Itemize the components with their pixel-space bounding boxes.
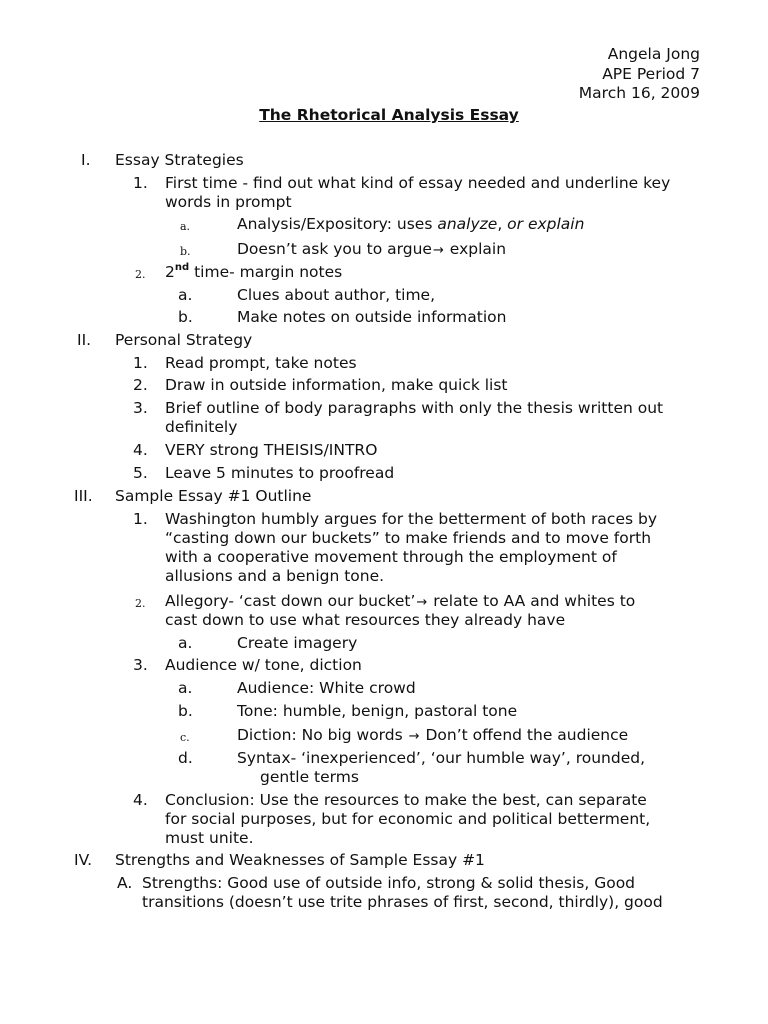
list-item-text: with a cooperative movement through the employment of [165,548,617,566]
list-item-number: 2. [135,597,146,610]
date: March 16, 2009 [578,84,700,102]
section-4-title: Strengths and Weaknesses of Sample Essay #1 [115,851,485,869]
list-item-number: 4. [133,441,148,459]
sublist-item-text: Analysis/Expository: uses analyze, or explain [237,215,585,233]
list-item-text: Washington humbly argues for the betterment of both races by [165,510,657,528]
list-item-number: 2. [133,376,148,394]
section-3-title: Sample Essay #1 Outline [115,487,312,505]
sublist-item-text: Create imagery [237,634,358,652]
sublist-item-text: Clues about author, time, [237,286,436,304]
list-item-text: Read prompt, take notes [165,354,357,372]
page-title: The Rhetorical Analysis Essay [259,106,519,124]
sublist-item-text: Tone: humble, benign, pastoral tone [237,702,518,720]
sublist-item-letter: c. [180,731,190,744]
sublist-item-letter: a. [178,679,193,697]
sublist-item-letter: b. [178,308,193,326]
list-item-number: 1. [133,174,148,192]
list-item-text: VERY strong THEISIS/INTRO [165,441,378,459]
sublist-item-text: gentle terms [260,768,359,786]
section-1-numeral: I. [81,151,91,169]
list-item-text: must unite. [165,829,254,847]
list-item-number: 2. [135,268,146,281]
sublist-item-text: Diction: No big words → Don’t offend the audience [237,726,629,744]
list-item-text: definitely [165,418,238,436]
list-item-text: Audience w/ tone, diction [165,656,362,674]
list-item-number: 5. [133,464,148,482]
sublist-item-letter: d. [178,749,193,767]
author-name: Angela Jong [607,45,700,63]
list-item-number: 3. [133,656,148,674]
list-item-text: cast down to use what resources they already have [165,611,566,629]
sublist-item-text: Doesn’t ask you to argue→ explain [237,240,507,258]
sublist-item-letter: a. [180,220,191,233]
right-arrow-icon: → [408,729,420,744]
list-item-text: Brief outline of body paragraphs with only the thesis written out [165,399,664,417]
list-item-text: First time - find out what kind of essay needed and underline key [165,174,671,192]
class-period: APE Period 7 [602,65,700,83]
sublist-item-letter: a. [178,286,193,304]
list-item-text: “casting down our buckets” to make friends and to move forth [165,529,652,547]
list-item-text: Strengths: Good use of outside info, strong & solid thesis, Good [142,874,636,892]
list-item-text: allusions and a benign tone. [165,567,385,585]
right-arrow-icon: → [432,243,444,258]
list-item-letter: A. [117,874,133,892]
list-item-text: Draw in outside information, make quick list [165,376,508,394]
list-item-text: for social purposes, but for economic and political betterment, [165,810,651,828]
section-1-title: Essay Strategies [115,151,244,169]
list-item-text: Allegory- ‘cast down our bucket’→ relate to AA and whites to [165,592,636,610]
section-4-numeral: IV. [74,851,93,869]
right-arrow-icon: → [416,595,428,610]
section-3-numeral: III. [74,487,93,505]
list-item-number: 1. [133,510,148,528]
section-2-title: Personal Strategy [115,331,253,349]
list-item-text: words in prompt [165,193,292,211]
sublist-item-letter: b. [178,702,193,720]
list-item-number: 1. [133,354,148,372]
list-item-text: transitions (doesn’t use trite phrases of first, second, thirdly), good [142,893,663,911]
sublist-item-letter: b. [180,245,191,258]
list-item-text: 2nd time- margin notes [165,261,343,281]
list-item-number: 4. [133,791,148,809]
sublist-item-letter: a. [178,634,193,652]
section-2-numeral: II. [77,331,92,349]
sublist-item-text: Syntax- ‘inexperienced’, ‘our humble way’, rounded, [237,749,646,767]
list-item-text: Leave 5 minutes to proofread [165,464,395,482]
sublist-item-text: Make notes on outside information [237,308,507,326]
list-item-text: Conclusion: Use the resources to make the best, can separate [165,791,647,809]
list-item-number: 3. [133,399,148,417]
sublist-item-text: Audience: White crowd [237,679,416,697]
